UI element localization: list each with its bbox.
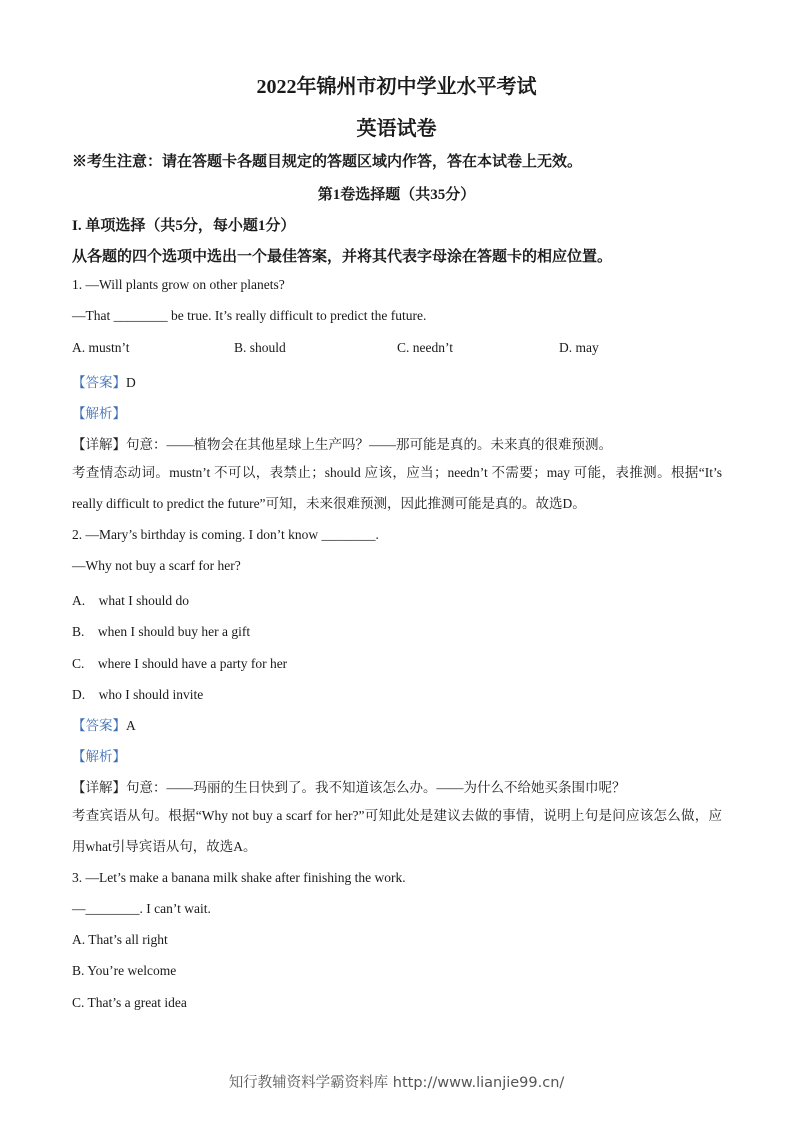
- q1-option-b: B. should: [234, 340, 286, 355]
- q3-response: —________. I can’t wait.: [72, 901, 211, 916]
- q3-option-a: A. That’s all right: [72, 932, 168, 947]
- q1-option-c: C. needn’t: [397, 340, 453, 355]
- page-footer: 知行教辅资料学霸资料库 http://www.lianjie99.cn/: [228, 1075, 565, 1091]
- q2-explanation: 考查宾语从句。根据“Why not buy a scarf for her?”可知此处是建议去做的事情，说明上句是问应该怎么做，应用what引导宾语从句，故选A。: [72, 808, 722, 854]
- exam-notice: ※考生注意：请在答题卡各题目规定的答题区域内作答，答在本试卷上无效。: [72, 154, 583, 170]
- q2-option-b: B. when I should buy her a gift: [72, 624, 251, 639]
- detail-label: 【详解】: [72, 780, 126, 795]
- q1-analysis-label: 【解析】: [72, 406, 126, 421]
- q1-explanation: 考查情态动词。mustn’t 不可以，表禁止；should 应该，应当；needn’t 不需要；may 可能，表推测。根据“It’s really difficult to predict the future”可知，未来很难预测，因此推测可能是真的。故选D。: [72, 465, 722, 511]
- exam-subtitle: 英语试卷: [356, 118, 437, 140]
- q2-prompt: 2. —Mary’s birthday is coming. I don’t know ________.: [72, 527, 379, 542]
- q3-prompt: 3. —Let’s make a banana milk shake after finishing the work.: [72, 870, 406, 885]
- q1-prompt: 1. —Will plants grow on other planets?: [72, 277, 285, 292]
- q3-option-b: B. You’re welcome: [72, 963, 177, 978]
- q1-option-a: A. mustn’t: [72, 340, 130, 355]
- q1-detail: [72, 433, 612, 453]
- exam-title: 2022年锦州市初中学业水平考试: [256, 76, 537, 98]
- q1-answer-value: D: [126, 375, 136, 390]
- q1-option-d: D. may: [559, 340, 599, 355]
- q2-answer: [72, 714, 136, 734]
- part-title: I. 单项选择（共5分，每小题1分）: [72, 218, 296, 234]
- q2-detail-text: 句意：——玛丽的生日快到了。我不知道该怎么办。——为什么不给她买条围巾呢？: [126, 780, 626, 795]
- detail-label: 【详解】: [72, 437, 126, 452]
- q2-option-c: C. where I should have a party for her: [72, 656, 288, 671]
- q2-answer-value: A: [126, 718, 136, 733]
- answer-label: 【答案】: [72, 375, 126, 390]
- q2-response: —Why not buy a scarf for her?: [72, 558, 241, 573]
- q2-detail: [72, 776, 626, 796]
- q3-option-c: C. That’s a great idea: [72, 995, 187, 1010]
- q2-option-d: D. who I should invite: [72, 687, 204, 702]
- q2-option-a: A. what I should do: [72, 593, 189, 608]
- part-instruction: 从各题的四个选项中选出一个最佳答案，并将其代表字母涂在答题卡的相应位置。: [72, 249, 613, 265]
- q1-detail-text: 句意：——植物会在其他星球上生产吗？——那可能是真的。未来真的很难预测。: [126, 437, 612, 452]
- q1-answer: [72, 371, 136, 391]
- q1-response: —That ________ be true. It’s really difficult to predict the future.: [72, 308, 427, 323]
- answer-label: 【答案】: [72, 718, 126, 733]
- section-heading: 第1卷选择题（共35分）: [317, 187, 476, 203]
- q2-analysis-label: 【解析】: [72, 749, 126, 764]
